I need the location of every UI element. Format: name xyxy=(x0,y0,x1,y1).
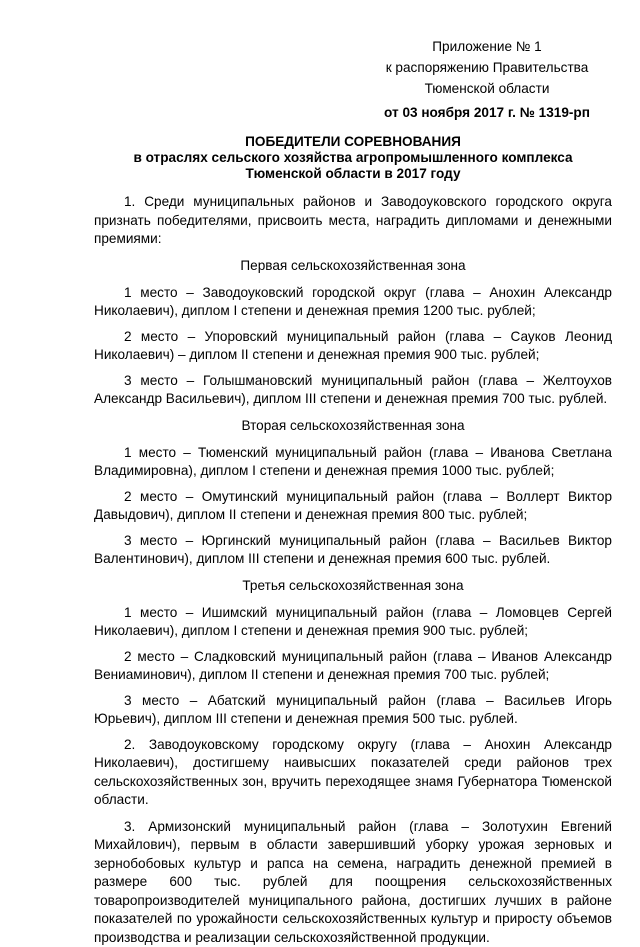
zone-1 xyxy=(94,257,612,409)
zone-item: 1 место – Тюменский муниципальный район (глава – Иванова Светлана Владимировна), диплом I степени и денежная премия 1000 тыс. рублей; xyxy=(94,444,612,481)
zone-item: 2 место – Упоровский муниципальный район (глава – Сауков Леонид Николаевич) – диплом II степени и денежная премия 900 тыс. рублей; xyxy=(94,328,612,365)
paragraph-2: 2. Заводоуковскому городскому округу (глава – Анохин Александр Николаевич), достигшему наивысших показателей среди районов трех сельскохозяйственных зон, вручить переходящее знамя Губернатора Тюменской области. xyxy=(94,736,612,810)
zone-heading: Третья сельскохозяйственная зона xyxy=(94,577,612,595)
title-line-3: Тюменской области в 2017 году xyxy=(94,166,612,182)
zone-2 xyxy=(94,417,612,569)
paragraph-3: 3. Армизонский муниципальный район (глава – Золотухин Евгений Михайлович), первым в области завершивший уборку урожая зерновых и зернобобовых культур и рапса на семена, наградить денежной премией в размере 600 тыс. рублей для поощрения сельскохозяйственных товаропроизводителей муниципального района, достигших лучших в районе показателей по урожайности сельскохозяйственных культур и приросту объемов производства и реализации сельскохозяйственной продукции. xyxy=(94,818,612,947)
zone-item: 1 место – Заводоуковский городской округ (глава – Анохин Александр Николаевич), диплом I степени и денежная премия 1200 тыс. рублей; xyxy=(94,284,612,321)
zone-3 xyxy=(94,577,612,729)
zone-heading: Первая сельскохозяйственная зона xyxy=(94,257,612,275)
title-line-2: в отраслях сельского хозяйства агропромышленного комплекса xyxy=(94,150,612,166)
document-title xyxy=(94,134,612,182)
attachment-order-date: от 03 ноября 2017 г. № 1319-рп xyxy=(362,102,612,123)
zone-item: 3 место – Юргинский муниципальный район (глава – Васильев Виктор Валентинович), диплом III степени и денежная премия 600 тыс. рублей. xyxy=(94,532,612,569)
attachment-region: Тюменской области xyxy=(362,78,612,99)
attachment-header xyxy=(362,36,612,123)
zone-item: 2 место – Сладковский муниципальный район (глава – Иванов Александр Вениаминович), диплом II степени и денежная премия 700 тыс. рублей; xyxy=(94,648,612,685)
attachment-number: Приложение № 1 xyxy=(362,36,612,57)
intro-paragraph: 1. Среди муниципальных районов и Заводоуковского городского округа признать победителями, присвоить места, наградить дипломами и денежными премиями: xyxy=(94,193,612,249)
zone-item: 3 место – Голышмановский муниципальный район (глава – Желтоухов Александр Васильевич), диплом III степени и денежная премия 700 тыс. рублей. xyxy=(94,372,612,409)
zone-heading: Вторая сельскохозяйственная зона xyxy=(94,417,612,435)
zone-item: 1 место – Ишимский муниципальный район (глава – Ломовцев Сергей Николаевич), диплом I степени и денежная премия 900 тыс. рублей; xyxy=(94,604,612,641)
zone-item: 3 место – Абатский муниципальный район (глава – Васильев Игорь Юрьевич), диплом III степени и денежная премия 500 тыс. рублей. xyxy=(94,692,612,729)
attachment-reference: к распоряжению Правительства xyxy=(362,57,612,78)
zone-item: 2 место – Омутинский муниципальный район (глава – Воллерт Виктор Давыдович), диплом II степени и денежная премия 800 тыс. рублей; xyxy=(94,488,612,525)
title-line-1: ПОБЕДИТЕЛИ СОРЕВНОВАНИЯ xyxy=(94,134,612,150)
